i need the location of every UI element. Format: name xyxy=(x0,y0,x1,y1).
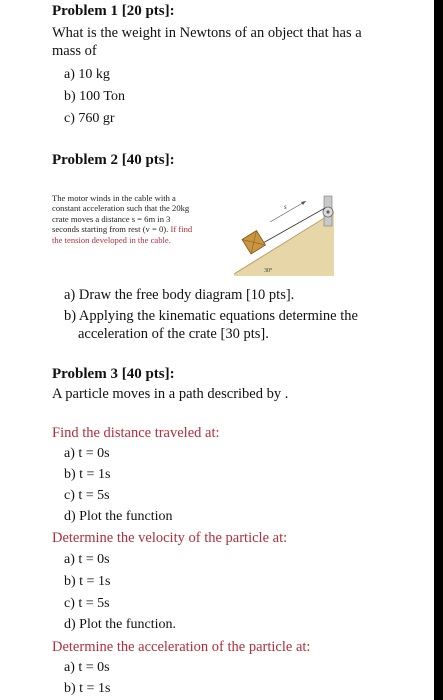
incline-crate-figure xyxy=(234,192,338,276)
problem-1-item-b: b) 100 Ton xyxy=(64,89,125,104)
caption-line-red: If find xyxy=(168,224,193,235)
acceleration-heading: Determine the acceleration of the particle at: xyxy=(52,639,311,655)
caption-line: constant acceleration such that the 20kg xyxy=(52,203,190,214)
distance-heading: Find the distance traveled at: xyxy=(52,425,220,441)
distance-item-d: d) Plot the function xyxy=(64,509,173,524)
velocity-item-d: d) Plot the function. xyxy=(64,617,176,632)
distance-label: s xyxy=(284,203,287,211)
acceleration-item-a: a) t = 0s xyxy=(64,660,110,675)
problem-2-figure-caption xyxy=(52,193,230,245)
problem-1-heading: Problem 1 [20 pts]: xyxy=(52,3,175,19)
acceleration-item-b: b) t = 1s xyxy=(64,681,111,696)
velocity-heading: Determine the velocity of the particle at: xyxy=(52,530,288,546)
caption-line-black: seconds starting from rest (v = 0). xyxy=(52,224,169,235)
problem-2-item-b-line1: b) Applying the kinematic equations determine the xyxy=(64,308,358,324)
distance-item-c: c) t = 5s xyxy=(64,488,110,503)
caption-line xyxy=(52,224,230,234)
angle-label: 30° xyxy=(264,268,273,274)
velocity-item-c: c) t = 5s xyxy=(64,596,110,611)
problem-1-item-a: a) 10 kg xyxy=(64,67,110,82)
caption-line: the tension developed in the cable. xyxy=(52,234,171,245)
problem-1-question-line2: mass of xyxy=(52,43,97,59)
problem-3-intro: A particle moves in a path described by . xyxy=(52,386,289,402)
problem-2-heading: Problem 2 [40 pts]: xyxy=(52,152,175,168)
caption-line: The motor winds in the cable with a xyxy=(52,193,176,203)
caption-line: crate moves a distance s = 6m in 3 xyxy=(52,213,171,224)
velocity-item-a: a) t = 0s xyxy=(64,552,110,567)
distance-item-b: b) t = 1s xyxy=(64,467,111,482)
problem-3-heading: Problem 3 [40 pts]: xyxy=(52,366,175,382)
problem-2-item-b-line2: acceleration of the crate [30 pts]. xyxy=(78,326,269,342)
distance-item-a: a) t = 0s xyxy=(64,446,110,461)
problem-1-question-line1: What is the weight in Newtons of an object that has a xyxy=(52,25,362,41)
pulley-hub-icon xyxy=(326,210,329,213)
velocity-item-b: b) t = 1s xyxy=(64,574,111,589)
problem-2-item-a: a) Draw the free body diagram [10 pts]. xyxy=(64,287,295,303)
problem-1-item-c: c) 760 gr xyxy=(64,111,115,126)
